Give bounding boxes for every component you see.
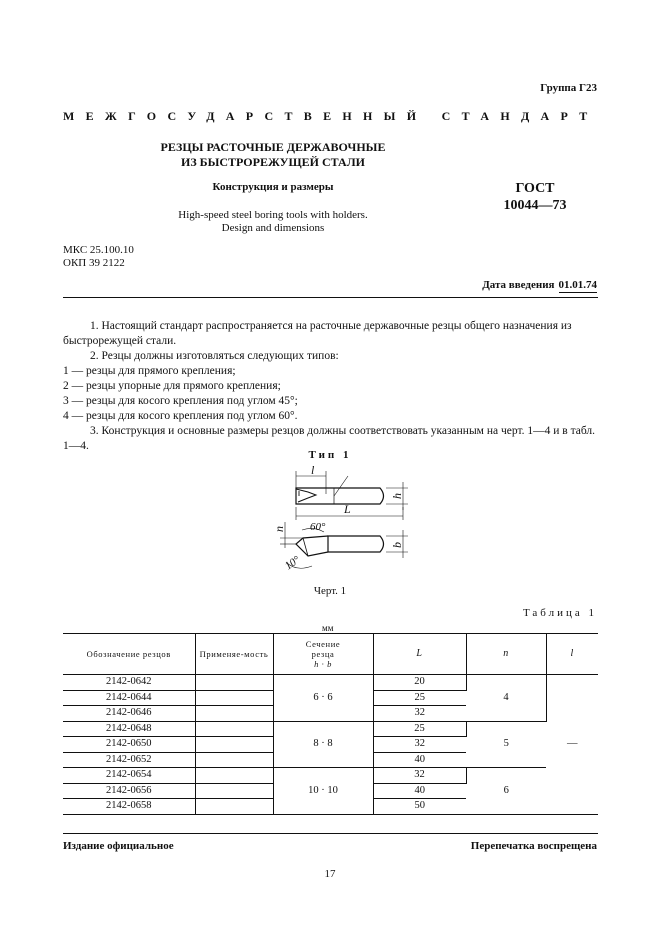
english-title-line1: High-speed steel boring tools with holders. bbox=[178, 209, 368, 221]
type-4-item: 4 — резцы для косого крепления под углом 60°. bbox=[63, 410, 298, 422]
table-units: мм bbox=[322, 623, 334, 633]
document-title-line2: ИЗ БЫСТРОРЕЖУЩЕЙ СТАЛИ bbox=[180, 155, 365, 169]
table-title: Таблица 1 bbox=[522, 607, 597, 619]
type-title: Тип 1 bbox=[308, 449, 352, 461]
cell-section: 10 · 10 bbox=[273, 768, 373, 815]
header-designation: Обозначение резцов bbox=[63, 634, 195, 675]
interstate-standard-banner: МЕЖГОСУДАРСТВЕННЫЙ СТАНДАРТ bbox=[63, 109, 599, 123]
body-text bbox=[63, 319, 598, 454]
dim-h-label: h bbox=[390, 493, 404, 499]
group-label: Группа Г23 bbox=[540, 82, 597, 94]
figure-caption: Черт. 1 bbox=[313, 585, 347, 597]
reprint-note: Перепечатка воспрещена bbox=[470, 840, 597, 852]
paragraph-1: 1. Настоящий стандарт распространяется на расточные державочные резцы общего назначения из быстрорежущей стали. bbox=[63, 320, 572, 347]
header-n: n bbox=[466, 634, 546, 675]
header-L: L bbox=[373, 634, 466, 675]
cell-L: 32 bbox=[373, 706, 466, 722]
tool-drawing bbox=[268, 466, 418, 584]
cell-section: 6 · 6 bbox=[273, 675, 373, 722]
gost-label: ГОСТ bbox=[515, 181, 555, 196]
paragraph-2: 2. Резцы должны изготовляться следующих типов: bbox=[90, 350, 339, 362]
header-section-line3: h · b bbox=[314, 659, 332, 669]
cell-L: 32 bbox=[373, 737, 466, 753]
intro-date-value: 01.01.74 bbox=[558, 279, 597, 291]
header-section-line1: Сечение bbox=[305, 639, 341, 649]
cell-application bbox=[195, 768, 273, 784]
cell-code: 2142-0650 bbox=[63, 737, 195, 753]
type-2-item: 2 — резцы упорные для прямого крепления; bbox=[63, 380, 281, 392]
cell-section: 8 · 8 bbox=[273, 721, 373, 768]
okp-code: ОКП 39 2122 bbox=[63, 257, 125, 269]
cell-code: 2142-0654 bbox=[63, 768, 195, 784]
cell-L: 32 bbox=[373, 768, 466, 784]
introduction-date bbox=[482, 279, 597, 291]
type-1-item: 1 — резцы для прямого крепления; bbox=[63, 365, 236, 377]
header-section bbox=[273, 634, 373, 675]
cell-code: 2142-0658 bbox=[63, 799, 195, 815]
cell-n: 5 bbox=[466, 721, 546, 768]
angle-10-label: 10° bbox=[282, 553, 303, 573]
cell-application bbox=[195, 706, 273, 722]
dimensions-table bbox=[63, 633, 598, 815]
classification-codes bbox=[63, 244, 134, 270]
dim-n-label: n bbox=[272, 526, 286, 532]
header-l: l bbox=[546, 634, 598, 675]
paragraph-3: 3. Конструкция и основные размеры резцов должны соответствовать указанным на черт. 1—4 и в табл. 1—4. bbox=[63, 425, 596, 452]
cell-n: 6 bbox=[466, 768, 546, 815]
table-row bbox=[63, 768, 598, 784]
cell-code: 2142-0652 bbox=[63, 752, 195, 768]
angle-60-label: 60° bbox=[310, 521, 326, 533]
cell-code: 2142-0642 bbox=[63, 675, 195, 691]
cell-code: 2142-0644 bbox=[63, 690, 195, 706]
cell-L: 50 bbox=[373, 799, 466, 815]
cell-n: 4 bbox=[466, 675, 546, 722]
edition-note: Издание официальное bbox=[63, 840, 174, 852]
cell-L: 40 bbox=[373, 783, 466, 799]
cell-application bbox=[195, 675, 273, 691]
mks-code: МКС 25.100.10 bbox=[63, 244, 134, 256]
page-number: 17 bbox=[324, 868, 336, 880]
cell-application bbox=[195, 799, 273, 815]
cell-l: — bbox=[546, 675, 598, 815]
header-section-line2: резца bbox=[311, 649, 335, 659]
cell-application bbox=[195, 721, 273, 737]
footer-divider bbox=[63, 833, 598, 834]
table-row bbox=[63, 675, 598, 691]
cell-code: 2142-0646 bbox=[63, 706, 195, 722]
english-title-line2: Design and dimensions bbox=[221, 222, 325, 234]
cell-code: 2142-0656 bbox=[63, 783, 195, 799]
top-view-body bbox=[296, 488, 384, 504]
table-header-row bbox=[63, 634, 598, 675]
header-divider bbox=[63, 297, 598, 298]
header-application: Применяе-мость bbox=[195, 634, 273, 675]
document-title-line1: РЕЗЦЫ РАСТОЧНЫЕ ДЕРЖАВОЧНЫЕ bbox=[160, 140, 386, 154]
cell-application bbox=[195, 752, 273, 768]
cell-L: 25 bbox=[373, 690, 466, 706]
document-subtitle: Конструкция и размеры bbox=[212, 181, 334, 193]
cell-application bbox=[195, 737, 273, 753]
cell-L: 25 bbox=[373, 721, 466, 737]
intro-date-label: Дата введения bbox=[482, 279, 555, 291]
dim-L-label: L bbox=[344, 502, 351, 516]
dim-b-label: b bbox=[390, 542, 404, 548]
side-view-body bbox=[328, 536, 384, 552]
type-3-item: 3 — резцы для косого крепления под углом 45°; bbox=[63, 395, 298, 407]
gost-number: 10044—73 bbox=[503, 198, 567, 213]
dim-l-label: l bbox=[311, 466, 315, 477]
cell-application bbox=[195, 783, 273, 799]
cell-L: 40 bbox=[373, 752, 466, 768]
cell-code: 2142-0648 bbox=[63, 721, 195, 737]
cell-application bbox=[195, 690, 273, 706]
table-row bbox=[63, 721, 598, 737]
cell-L: 20 bbox=[373, 675, 466, 691]
